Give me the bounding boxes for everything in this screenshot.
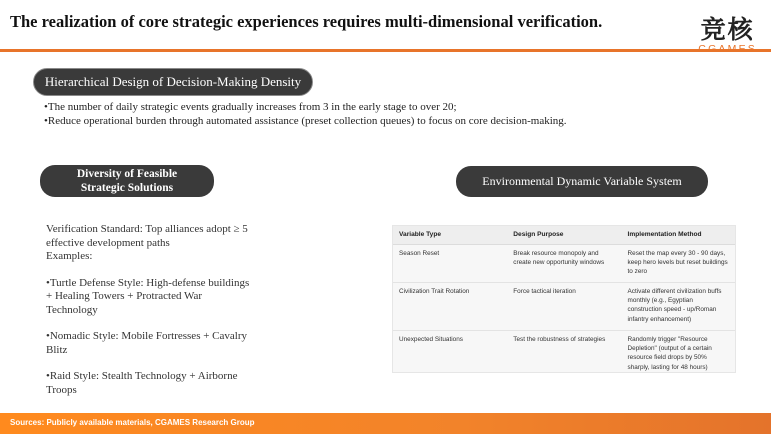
footer-bar — [0, 413, 771, 434]
heading-line: Diversity of Feasible — [76, 168, 178, 180]
decision-density-bullets — [44, 100, 567, 128]
example-line: + Healing Towers + Protracted War — [46, 290, 203, 302]
heading-line: Strategic Solutions — [80, 182, 174, 194]
table-cell: Season Reset — [393, 244, 507, 282]
strategic-solutions-body — [46, 223, 268, 397]
table-cell: Civilization Trait Rotation — [393, 282, 507, 330]
example-line: •Raid Style: Stealth Technology + Airborne — [46, 370, 238, 382]
table-cell: Unexpected Situations — [399, 335, 463, 343]
verification-standard-cont: effective development paths — [46, 236, 170, 249]
sources-text: Sources: Publicly available materials, CGAMES Research Group — [10, 418, 255, 427]
section-heading-dynamic-variables: Environmental Dynamic Variable System — [456, 166, 708, 197]
bullet-item: •Reduce operational burden through automated assistance (preset collection queues) to focus on core decision-making. — [44, 115, 567, 127]
column-header: Implementation Method — [622, 226, 735, 244]
example-line: Troops — [46, 383, 77, 396]
table-cell: Reset the map every 30 - 90 days, keep hero levels but reset buildings to zero — [622, 244, 735, 282]
section-heading-decision-density: Hierarchical Design of Decision-Making Density — [33, 68, 313, 96]
table-header-row — [393, 226, 735, 244]
example-line: Technology — [46, 303, 98, 316]
title-divider — [0, 49, 771, 52]
table-cell: Activate different civilization buffs monthly (e.g., Egyptian construction speed - up/Roman infantry enhancement) — [622, 282, 735, 330]
page-title: The realization of core strategic experiences requires multi-dimensional verification. — [10, 12, 603, 31]
logo-chinese-text: 竞核 — [700, 15, 755, 44]
column-header: Design Purpose — [507, 226, 621, 244]
section-heading-strategic-solutions — [40, 165, 214, 197]
table-row — [393, 244, 735, 282]
table-cell: Test the robustness of strategies — [513, 335, 606, 343]
bullet-item: •The number of daily strategic events gradually increases from 3 in the early stage to over 20; — [44, 101, 457, 113]
example-line: Blitz — [46, 343, 68, 356]
example-line: •Nomadic Style: Mobile Fortresses + Cavalry — [46, 330, 247, 342]
table-cell: Randomly trigger "Resource Depletion" (output of a certain resource field drops by 50% sharply, lasting for 48 hours) — [627, 335, 712, 371]
examples-label: Examples: — [46, 250, 93, 262]
table-row — [393, 282, 735, 330]
example-line: •Turtle Defense Style: High-defense buildings — [46, 276, 250, 289]
table-cell: Force tactical iteration — [507, 282, 621, 330]
table-cell: Break resource monopoly and create new opportunity windows — [507, 244, 621, 282]
table-row — [393, 330, 735, 376]
verification-standard: Verification Standard: Top alliances adopt ≥ 5 — [46, 223, 248, 235]
column-header: Variable Type — [393, 226, 507, 244]
variable-system-table — [392, 225, 736, 373]
